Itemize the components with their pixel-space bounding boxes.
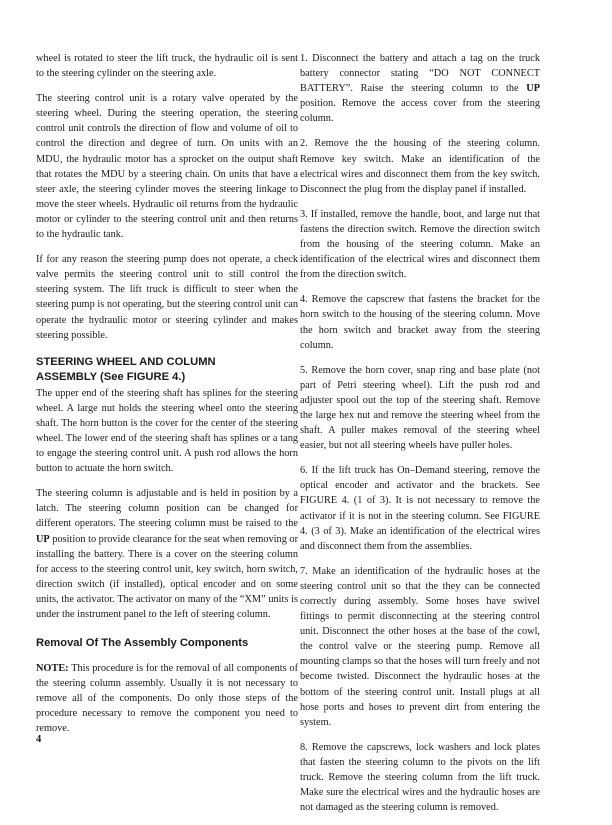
paragraph-steering-oil: wheel is rotated to steer the lift truck, the hydraulic oil is sent to the steering cylinder on the steering axle. xyxy=(36,53,298,80)
step-4: 4. Remove the capscrew that fastens the bracket for the horn switch to the housing of the steering column. Move the horn switch and bracket away from the steering column. xyxy=(300,294,540,351)
step-1: 1. Disconnect the battery and attach a tag on the truck battery connector stating “DO NOT CONNECT BATTERY”. Raise the steering column to the UP position. Remove the access cover from the steering column. xyxy=(300,53,540,125)
paragraph-note xyxy=(36,661,298,736)
heading-line-2: ASSEMBLY (See FIGURE 4.) xyxy=(36,370,186,383)
heading-line-1: STEERING WHEEL AND COLUMN xyxy=(36,355,216,368)
step-2: 2. Remove the the housing of the steering column. Remove key switch. Make an identification of the electrical wires and disconnect them from the key switch. Disconnect the plug from the display panel if installed. xyxy=(300,138,540,195)
step-8: 8. Remove the capscrews, lock washers and lock plates that fasten the steering column to the pivots on the lift truck. Remove the steering column from the lift truck. Make sure the electrical wires and the hydraulic hoses are not damaged as the steering column is removed. xyxy=(300,741,540,814)
step-3: 3. If installed, remove the handle, boot, and large nut that fastens the direction switch. Remove the direction switch from the housing of the steering column. Make an identification of the electrical wires and disconnect them from the direction switch. xyxy=(300,208,540,281)
step-5: 5. Remove the horn cover, snap ring and base plate (not part of Petri steering wheel). Lift the push rod and adjuster spool out the top of the steering shaft. Remove the large hex nut and remove the steering wheel from the shaft. A puller makes removal of the steering wheel easier, but not all steering wheels have puller holes. xyxy=(300,364,540,452)
bold-up: UP xyxy=(36,533,50,545)
bold-up: UP xyxy=(526,83,540,95)
note-label: NOTE: xyxy=(36,663,69,675)
paragraph-steering-control-unit: The steering control unit is a rotary valve operated by the steering wheel. During the steering operation, the steering control unit controls the direction of flow and volume of oil to control the direction and degree of turn. On units with an MDU, the hydraulic motor has a sprocket on the output shaft that rotates the MDU by a steering chain. On units that have a steer axle, the steering cylinder moves the steering linkage to move the steer wheels. Hydraulic oil returns from the hydraulic motor or cylinder to the steering control unit and then returns to the hydraulic tank. xyxy=(36,93,298,241)
section-heading-steering-wheel-column xyxy=(36,355,298,385)
left-column xyxy=(36,51,298,747)
note-text: This procedure is for the removal of all components of the steering column assembly. Usually it is not necessary to remove all of the components. Do only those steps of the procedure necessary to remove the component you need to remove. xyxy=(36,663,298,735)
step-7: 7. Make an identification of the hydraulic hoses at the steering control unit so that the they can be connected correctly during assembly. Some hoses have swivel fittings to permit disconnecting at the steering control unit. Disconnect the other hoses at the base of the cowl, the control valve or the steering pump. Remove all mounting clamps so that the hoses will turn freely and not become twisted. Disconnect the hydraulic hoses at the bottom of the steering control unit. Install plugs at all hose ports and hoses to prevent dirt from entering the system. xyxy=(300,565,540,728)
paragraph-steering-shaft: The upper end of the steering shaft has splines for the steering wheel. A large nut holds the steering wheel onto the steering shaft. The horn button is the cover for the center of the steering wheel. The lower end of the steering shaft has splines or a tang to engage the steering control unit. A push rod allows the horn button to actuate the horn switch. xyxy=(36,387,298,475)
right-column xyxy=(300,51,540,825)
page-number: 4 xyxy=(36,734,42,745)
paragraph-check-valve: If for any reason the steering pump does not operate, a check valve permits the steering control unit to still control the steering system. The lift truck is difficult to steer when the steering pump is not operating, but the steering control unit can operate the hydraulic motor or steering cylinder and makes steering possible. xyxy=(36,254,298,341)
step-6: 6. If the lift truck has On–Demand steering, remove the optical encoder and activator and the brackets. See FIGURE 4. (1 of 3). It is not necessary to remove the activator if it is not in the steering column. See FIGURE 4. (3 of 3). Make an identification of the electrical wires and disconnect them from the assemblies. xyxy=(300,465,540,552)
subheading-removal: Removal Of The Assembly Components xyxy=(36,637,249,650)
paragraph-steering-column-adjust: The steering column is adjustable and is held in position by a latch. The steering column position can be changed for different operators. The steering column must be raised to the UP position to provide clearance for the seat when removing or installing the battery. There is a cover on the steering column for access to the steering control unit, key switch, horn switch, direction switch (if installed), optical encoder and on some units, the activator. The activator on many of the “XM” units is under the instrument panel to the left of steering column. xyxy=(36,488,298,620)
